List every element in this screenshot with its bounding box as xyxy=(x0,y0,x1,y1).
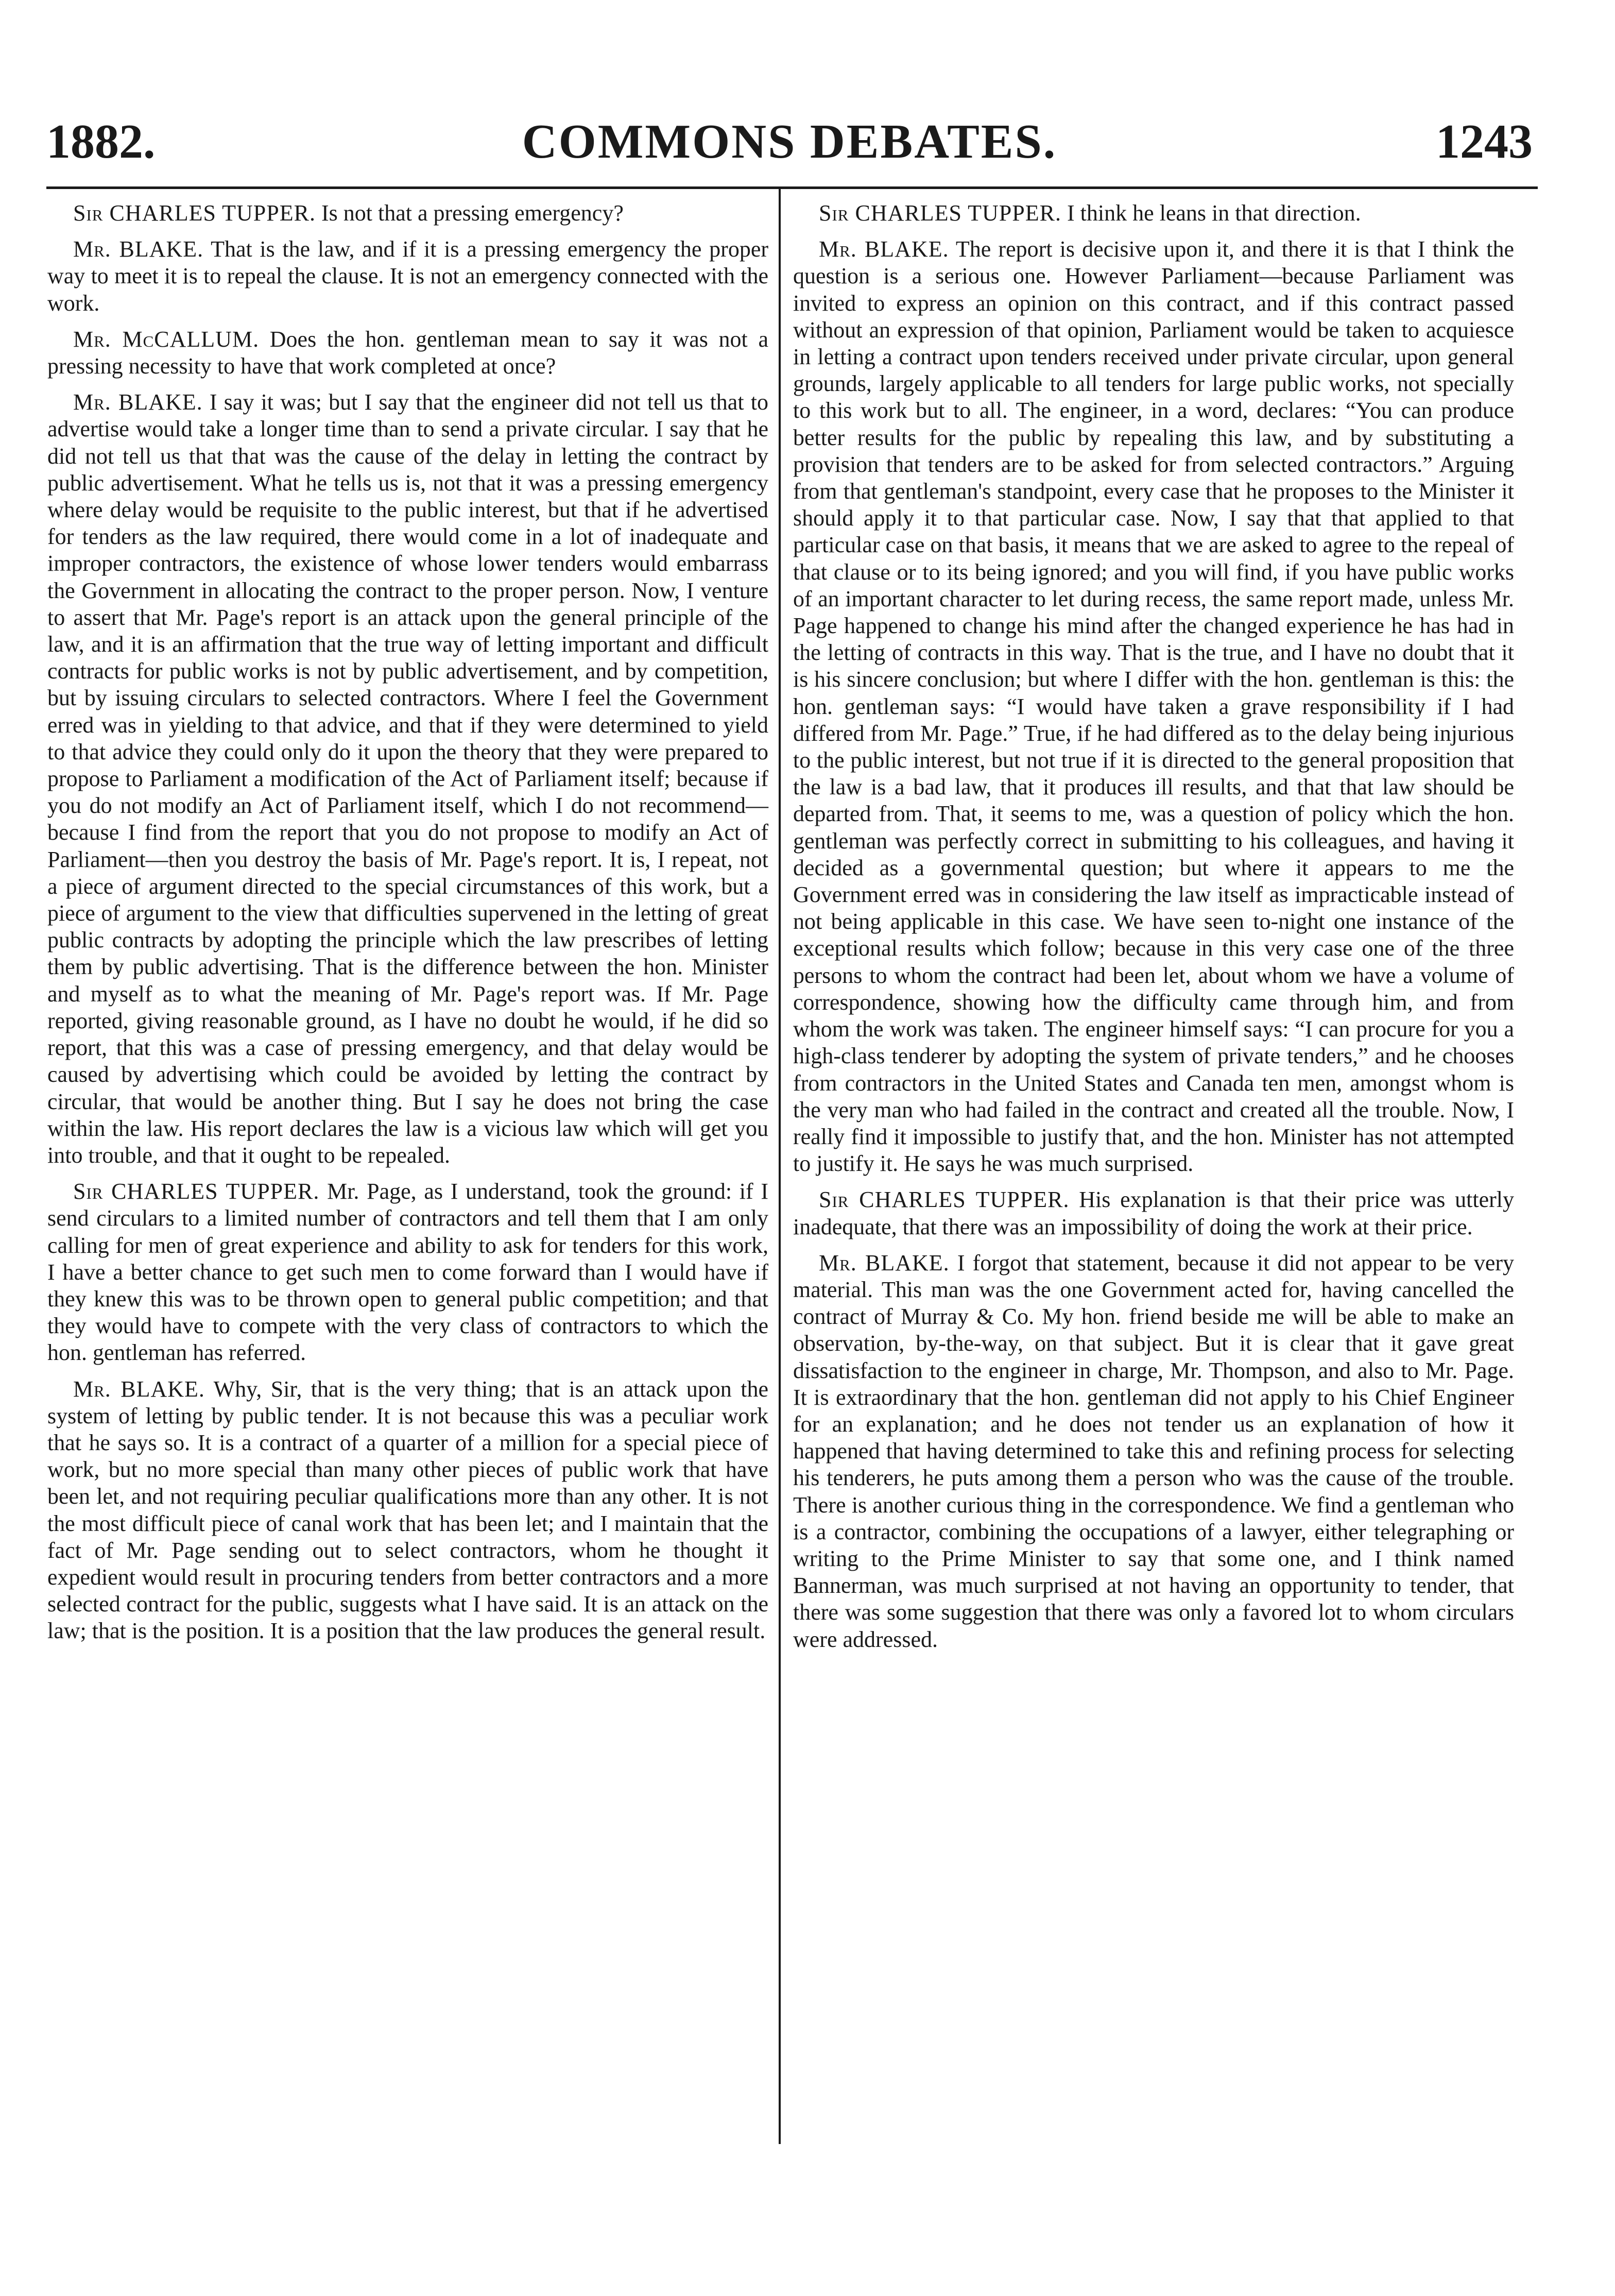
speech-paragraph xyxy=(47,236,768,317)
speaker-name: Sir CHARLES TUPPER. xyxy=(819,1187,1070,1213)
speech-paragraph xyxy=(793,200,1514,227)
speech-text: His explanation is that their price was utterly inadequate, that there was an impossibility of doing the work at their price. xyxy=(793,1187,1515,1239)
speech-paragraph xyxy=(793,1186,1514,1240)
speaker-name: Mr. BLAKE. xyxy=(73,236,204,262)
speech-text: That is the law, and if it is a pressing emergency the proper way to meet it is to repeal the clause. It is not an emergency connected with the work. xyxy=(47,236,768,316)
speech-paragraph xyxy=(47,389,768,1169)
speech-paragraph xyxy=(793,1250,1514,1653)
speech-text: Does the hon. gentleman mean to say it was not a pressing necessity to have that work completed at once? xyxy=(47,326,769,379)
speaker-name: Sir CHARLES TUPPER. xyxy=(819,200,1061,226)
speaker-name: Mr. BLAKE. xyxy=(819,1250,950,1275)
speaker-name: Mr. McCALLUM. xyxy=(73,326,260,352)
speech-paragraph xyxy=(793,236,1514,1177)
speech-text: I think he leans in that direction. xyxy=(1067,200,1361,226)
speech-paragraph xyxy=(47,326,768,380)
speech-text: Is not that a pressing emergency? xyxy=(321,200,624,226)
speech-text: I forgot that statement, because it did not appear to be very material. This man was the one Government acted for, having cancelled the contract of Murray & Co. My hon. friend beside me will be able to make an observation, by-the-way, on that subject. But it is clear that it gave great dissatisfaction to the engineer in charge, Mr. Thompson, and also to Mr. Page. It is extraordinary that the hon. gentleman did not apply to his Chief Engineer for an explanation; and he does not tender us an explanation of how it happened that having determined to take this and refining process for selecting his tenderers, he puts among them a person who was the cause of the trouble. There is another curious thing in the correspondence. We find a gentleman who is a contractor, combining the occupations of a lawyer, either telegraphing or writing to the Prime Minister to say that some one, and I think named Bannerman, was much surprised at not having an opportunity to tender, that there was some suggestion that there was only a favored lot to whom circulars were addressed. xyxy=(793,1250,1515,1652)
speech-paragraph xyxy=(47,200,768,227)
speech-text: I say it was; but I say that the engineer did not tell us that to advertise would take a longer time than to send a private circular. I say that he did not tell us that that was the cause of the delay in letting the contract by public advertisement. What he tells us is, not that it was a pressing emergency where delay would be requisite to the public interest, but that if he advertised for tenders as the law required, there would come in a lot of inadequate and improper contractors, the existence of whose lower tenders would embarrass the Government in allocating the contract to the proper person. Now, I venture to assert that Mr. Page's report is an attack upon the general principle of the law, and it is an affirmation that the true way of letting important and difficult contracts for public works is not by public advertisement, and by competition, but by issuing circulars to selected contractors. Where I feel the Government erred was in yielding to that advice, and that if they were determined to yield to that advice they could only do it upon the theory that they were prepared to propose to Parliament a modification of the Act of Parliament itself; because if you do not modify an Act of Parliament itself, which I do not recommend—because I find from the report that you do not propose to modify an Act of Parliament—then you destroy the basis of Mr. Page's report. It is, I repeat, not a piece of argument directed to the special circumstances of this work, but a piece of argument to the view that difficulties supervened in the letting of great public contracts by adopting the principle which the law prescribes of letting them by public advertising. That is the difference between the hon. Minister and myself as to what the meaning of Mr. Page's report was. If Mr. Page reported, giving reasonable ground, as I have no doubt he would, if he did so report, that this was a case of pressing emergency, and that delay would be caused by advertising which could be avoided by letting the contract by circular, that would be another thing. But I say he does not bring the case within the law. His report declares the law is a vicious law which will get you into trouble, and that it ought to be repealed. xyxy=(47,389,768,1168)
header-title: COMMONS DEBATES. xyxy=(522,115,1057,168)
right-column xyxy=(793,200,1514,1662)
header-year: 1882. xyxy=(46,115,156,168)
header-page-number: 1243 xyxy=(1436,115,1533,168)
speech-text: The report is decisive upon it, and there it is that I think the question is a serious one. However Parliament—because Parliament was invited to express an opinion on this contract, and if this contract passed without an expression of that opinion, Parliament would be taken to acquiesce in letting a contract upon tenders received under private circular, upon general grounds, largely applicable to all tenders for large public works, not specially to this work but to all. The engineer, in a word, declares: “You can produce better results for the public by repealing this law, and by substituting a provision that tenders are to be asked for from selected contractors.” Arguing from that gentleman's standpoint, every case that he proposes to the Minister it should apply it to that particular case. Now, I say that that applied to that particular case on that basis, it means that we are asked to agree to the repeal of that clause or to its being ignored; and you will find, if you have public works of an important character to let during recess, the same report made, unless Mr. Page happened to change his mind after the changed experience he has had in the letting of contracts in this way. That is the true, and I have no doubt that it is his sincere conclusion; but where I differ with the hon. gentleman is this: the hon. gentleman says: “I would have taken a grave responsibility if I had differed from Mr. Page.” True, if he had differed as to the delay being injurious to the public interest, but not true if it is directed to the general proposition that the law is a bad law, that it produces ill results, and that that law should be departed from. That, it seems to me, was a question of policy which the hon. gentleman was perfectly correct in submitting to his colleagues, and having it decided as a governmental question; but where it appears to me the Government erred was in considering the law itself as impracticable instead of not being applicable in this case. We have seen to-night one instance of the exceptional results which follow; because in this very case one of the three persons to whom the contract had been let, about whom we have a volume of correspondence, showing how the difficulty came through him, and from whom the work was taken. The engineer himself says: “I can procure for you a high-class tenderer by adopting the system of private tenders,” and he chooses from contractors in the United States and Canada ten men, amongst whom is the very man who had failed in the contract and created all the trouble. Now, I really find it impossible to justify that, and the hon. Minister has not attempted to justify it. He says he was much surprised. xyxy=(793,236,1514,1177)
left-column xyxy=(47,200,768,1654)
speech-text: Mr. Page, as I understand, took the ground: if I send circulars to a limited number of contractors and tell them that I am only calling for men of great experience and ability to ask for tenders for this work, I have a better chance to get such men to come forward than I would have if they knew this was to be thrown open to general public competition; and that they would have to compete with the very class of contractors to which the hon. gentleman has referred. xyxy=(47,1179,769,1366)
speech-paragraph xyxy=(47,1178,768,1366)
header-rule xyxy=(46,186,1538,189)
column-divider xyxy=(779,186,781,2144)
page-header xyxy=(46,111,1533,173)
speech-paragraph xyxy=(47,1376,768,1645)
speaker-name: Mr. BLAKE. xyxy=(73,389,203,415)
speaker-name: Sir CHARLES TUPPER. xyxy=(73,1179,320,1204)
speaker-name: Mr. BLAKE. xyxy=(73,1376,205,1402)
speaker-name: Sir CHARLES TUPPER. xyxy=(73,200,316,226)
speaker-name: Mr. BLAKE. xyxy=(819,236,949,262)
speech-text: Why, Sir, that is the very thing; that is an attack upon the system of letting by public tender. It is not because this was a peculiar work that he says so. It is a contract of a quarter of a million for a special piece of work, but no more special than many other pieces of public work that have been let, and not requiring peculiar qualifications more than any other. It is not the most difficult piece of canal work that has been let; and I maintain that the fact of Mr. Page sending out to select contractors, whom he thought it expedient would result in procuring tenders from better contractors and a more selected contract for the public, suggests what I have said. It is an attack on the law; that is the position. It is a position that the law produces the general result. xyxy=(47,1376,768,1644)
